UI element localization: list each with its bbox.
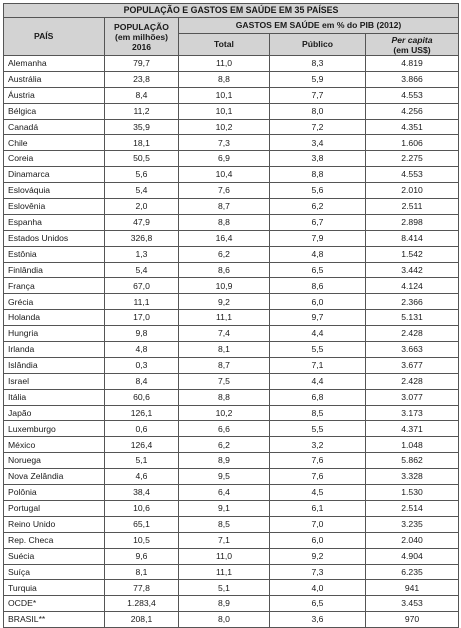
public-cell: 7,0 xyxy=(270,516,366,532)
public-cell: 3,2 xyxy=(270,437,366,453)
per-capita-cell: 2.366 xyxy=(366,294,459,310)
per-capita-cell: 2.428 xyxy=(366,373,459,389)
table-row xyxy=(4,342,459,358)
per-capita-cell: 4.124 xyxy=(366,278,459,294)
per-capita-column-header xyxy=(366,34,459,56)
country-cell: Holanda xyxy=(4,310,105,326)
total-cell: 10,9 xyxy=(179,278,270,294)
public-cell: 4,5 xyxy=(270,485,366,501)
table-row xyxy=(4,183,459,199)
country-cell: México xyxy=(4,437,105,453)
table-row xyxy=(4,151,459,167)
per-capita-cell: 2.511 xyxy=(366,199,459,215)
total-cell: 8,5 xyxy=(179,516,270,532)
table-row xyxy=(4,230,459,246)
total-cell: 6,9 xyxy=(179,151,270,167)
country-cell: Bélgica xyxy=(4,103,105,119)
population-cell: 126,4 xyxy=(105,437,179,453)
total-cell: 8,8 xyxy=(179,214,270,230)
population-header-line1: POPULAÇÃO xyxy=(114,21,169,32)
per-capita-cell: 6.235 xyxy=(366,564,459,580)
per-capita-header-label: Per capita xyxy=(391,34,433,45)
public-cell: 7,7 xyxy=(270,87,366,103)
country-cell: Islândia xyxy=(4,357,105,373)
total-cell: 10,1 xyxy=(179,103,270,119)
population-cell: 35,9 xyxy=(105,119,179,135)
table-row xyxy=(4,56,459,72)
population-column-header xyxy=(105,18,179,56)
public-cell: 9,7 xyxy=(270,310,366,326)
health-spending-table xyxy=(3,3,459,628)
total-cell: 10,4 xyxy=(179,167,270,183)
country-cell: Finlândia xyxy=(4,262,105,278)
total-cell: 7,3 xyxy=(179,135,270,151)
country-cell: Alemanha xyxy=(4,56,105,72)
public-cell: 7,2 xyxy=(270,119,366,135)
total-cell: 7,5 xyxy=(179,373,270,389)
population-cell: 5,1 xyxy=(105,453,179,469)
per-capita-cell: 1.530 xyxy=(366,485,459,501)
population-cell: 1.283,4 xyxy=(105,596,179,612)
table-row xyxy=(4,103,459,119)
population-cell: 10,5 xyxy=(105,532,179,548)
country-cell: Austrália xyxy=(4,71,105,87)
country-cell: Turquia xyxy=(4,580,105,596)
total-cell: 10,2 xyxy=(179,405,270,421)
country-cell: Eslovênia xyxy=(4,199,105,215)
table-row xyxy=(4,262,459,278)
table-row xyxy=(4,326,459,342)
public-cell: 3,4 xyxy=(270,135,366,151)
per-capita-cell: 2.428 xyxy=(366,326,459,342)
country-cell: Japão xyxy=(4,405,105,421)
country-cell: Portugal xyxy=(4,500,105,516)
population-cell: 8,4 xyxy=(105,373,179,389)
public-cell: 7,1 xyxy=(270,357,366,373)
total-cell: 6,6 xyxy=(179,421,270,437)
table-row xyxy=(4,71,459,87)
table-row xyxy=(4,87,459,103)
public-cell: 5,6 xyxy=(270,183,366,199)
country-cell: Itália xyxy=(4,389,105,405)
public-cell: 6,7 xyxy=(270,214,366,230)
country-cell: Hungria xyxy=(4,326,105,342)
population-cell: 8,4 xyxy=(105,87,179,103)
population-cell: 9,8 xyxy=(105,326,179,342)
population-cell: 23,8 xyxy=(105,71,179,87)
table-row xyxy=(4,516,459,532)
per-capita-cell: 4.351 xyxy=(366,119,459,135)
per-capita-cell: 4.553 xyxy=(366,167,459,183)
total-cell: 11,1 xyxy=(179,310,270,326)
public-cell: 7,9 xyxy=(270,230,366,246)
table-row xyxy=(4,119,459,135)
population-cell: 77,8 xyxy=(105,580,179,596)
per-capita-cell: 1.048 xyxy=(366,437,459,453)
population-cell: 326,8 xyxy=(105,230,179,246)
public-cell: 6,5 xyxy=(270,596,366,612)
country-cell: Espanha xyxy=(4,214,105,230)
public-cell: 3,6 xyxy=(270,612,366,628)
per-capita-cell: 4.371 xyxy=(366,421,459,437)
population-cell: 126,1 xyxy=(105,405,179,421)
public-cell: 4,8 xyxy=(270,246,366,262)
country-cell: Suécia xyxy=(4,548,105,564)
population-cell: 5,6 xyxy=(105,167,179,183)
population-cell: 65,1 xyxy=(105,516,179,532)
public-cell: 8,5 xyxy=(270,405,366,421)
population-cell: 10,6 xyxy=(105,500,179,516)
table-row xyxy=(4,278,459,294)
public-cell: 5,5 xyxy=(270,421,366,437)
per-capita-cell: 2.010 xyxy=(366,183,459,199)
table-row xyxy=(4,500,459,516)
public-cell: 6,5 xyxy=(270,262,366,278)
public-cell: 9,2 xyxy=(270,548,366,564)
population-cell: 38,4 xyxy=(105,485,179,501)
country-cell: Chile xyxy=(4,135,105,151)
per-capita-cell: 2.275 xyxy=(366,151,459,167)
total-cell: 11,0 xyxy=(179,548,270,564)
table-row xyxy=(4,214,459,230)
per-capita-cell: 2.040 xyxy=(366,532,459,548)
total-cell: 5,1 xyxy=(179,580,270,596)
public-cell: 7,3 xyxy=(270,564,366,580)
per-capita-cell: 4.553 xyxy=(366,87,459,103)
public-cell: 6,0 xyxy=(270,294,366,310)
public-cell: 4,0 xyxy=(270,580,366,596)
country-cell: Estados Unidos xyxy=(4,230,105,246)
per-capita-cell: 3.173 xyxy=(366,405,459,421)
country-cell: Suíça xyxy=(4,564,105,580)
total-cell: 6,2 xyxy=(179,437,270,453)
population-cell: 5,4 xyxy=(105,262,179,278)
public-cell: 8,3 xyxy=(270,56,366,72)
table-row xyxy=(4,294,459,310)
public-cell: 6,2 xyxy=(270,199,366,215)
public-cell: 3,8 xyxy=(270,151,366,167)
total-cell: 8,7 xyxy=(179,357,270,373)
public-cell: 5,9 xyxy=(270,71,366,87)
population-header-line3: 2016 xyxy=(131,41,152,52)
population-cell: 5,4 xyxy=(105,183,179,199)
country-cell: Nova Zelândia xyxy=(4,469,105,485)
population-cell: 11,1 xyxy=(105,294,179,310)
table-title: POPULAÇÃO E GASTOS EM SAÚDE EM 35 PAÍSES xyxy=(4,4,459,18)
total-cell: 8,8 xyxy=(179,389,270,405)
population-header-line2: (em milhões) xyxy=(114,31,168,42)
total-cell: 11,1 xyxy=(179,564,270,580)
per-capita-cell: 3.677 xyxy=(366,357,459,373)
population-cell: 1,3 xyxy=(105,246,179,262)
per-capita-cell: 2.898 xyxy=(366,214,459,230)
country-cell: Áustria xyxy=(4,87,105,103)
country-cell: Noruega xyxy=(4,453,105,469)
country-cell: Israel xyxy=(4,373,105,389)
per-capita-cell: 970 xyxy=(366,612,459,628)
per-capita-cell: 2.514 xyxy=(366,500,459,516)
country-cell: Luxemburgo xyxy=(4,421,105,437)
per-capita-cell: 1.606 xyxy=(366,135,459,151)
per-capita-cell: 1.542 xyxy=(366,246,459,262)
population-cell: 9,6 xyxy=(105,548,179,564)
per-capita-cell: 3.077 xyxy=(366,389,459,405)
per-capita-cell: 5.862 xyxy=(366,453,459,469)
population-cell: 47,9 xyxy=(105,214,179,230)
total-cell: 6,4 xyxy=(179,485,270,501)
total-cell: 10,2 xyxy=(179,119,270,135)
total-cell: 8,7 xyxy=(179,199,270,215)
population-cell: 0,6 xyxy=(105,421,179,437)
total-cell: 6,2 xyxy=(179,246,270,262)
country-cell: Polônia xyxy=(4,485,105,501)
per-capita-cell: 5.131 xyxy=(366,310,459,326)
table-row xyxy=(4,135,459,151)
population-cell: 8,1 xyxy=(105,564,179,580)
table-row xyxy=(4,485,459,501)
population-cell: 2,0 xyxy=(105,199,179,215)
table-row xyxy=(4,167,459,183)
total-cell: 8,0 xyxy=(179,612,270,628)
population-cell: 50,5 xyxy=(105,151,179,167)
total-cell: 9,1 xyxy=(179,500,270,516)
country-cell: Irlanda xyxy=(4,342,105,358)
country-cell: Canadá xyxy=(4,119,105,135)
country-cell: BRASIL** xyxy=(4,612,105,628)
total-cell: 8,9 xyxy=(179,453,270,469)
public-cell: 6,0 xyxy=(270,532,366,548)
table-row xyxy=(4,405,459,421)
country-cell: Reino Unido xyxy=(4,516,105,532)
total-cell: 10,1 xyxy=(179,87,270,103)
per-capita-cell: 3.235 xyxy=(366,516,459,532)
country-cell: Estônia xyxy=(4,246,105,262)
table-row xyxy=(4,612,459,628)
population-cell: 18,1 xyxy=(105,135,179,151)
public-cell: 4,4 xyxy=(270,326,366,342)
per-capita-cell: 3.866 xyxy=(366,71,459,87)
population-cell: 17,0 xyxy=(105,310,179,326)
table-row xyxy=(4,596,459,612)
country-cell: França xyxy=(4,278,105,294)
per-capita-cell: 3.328 xyxy=(366,469,459,485)
total-column-header: Total xyxy=(179,34,270,56)
public-cell: 8,8 xyxy=(270,167,366,183)
table-row xyxy=(4,199,459,215)
table-row xyxy=(4,310,459,326)
country-column-header: PAÍS xyxy=(4,18,105,56)
per-capita-cell: 3.453 xyxy=(366,596,459,612)
table-row xyxy=(4,453,459,469)
per-capita-cell: 3.442 xyxy=(366,262,459,278)
per-capita-cell: 941 xyxy=(366,580,459,596)
total-cell: 16,4 xyxy=(179,230,270,246)
total-cell: 9,5 xyxy=(179,469,270,485)
public-cell: 8,6 xyxy=(270,278,366,294)
public-cell: 8,0 xyxy=(270,103,366,119)
table-row xyxy=(4,532,459,548)
country-cell: OCDE* xyxy=(4,596,105,612)
total-cell: 7,4 xyxy=(179,326,270,342)
table-row xyxy=(4,469,459,485)
population-cell: 0,3 xyxy=(105,357,179,373)
population-cell: 4,8 xyxy=(105,342,179,358)
per-capita-cell: 4.256 xyxy=(366,103,459,119)
population-cell: 208,1 xyxy=(105,612,179,628)
total-cell: 8,6 xyxy=(179,262,270,278)
population-cell: 60,6 xyxy=(105,389,179,405)
country-cell: Eslováquia xyxy=(4,183,105,199)
public-cell: 7,6 xyxy=(270,469,366,485)
per-capita-cell: 4.904 xyxy=(366,548,459,564)
population-cell: 4,6 xyxy=(105,469,179,485)
health-spending-table-container xyxy=(3,3,458,628)
table-row xyxy=(4,246,459,262)
public-cell: 4,4 xyxy=(270,373,366,389)
table-row xyxy=(4,564,459,580)
per-capita-cell: 3.663 xyxy=(366,342,459,358)
public-cell: 7,6 xyxy=(270,453,366,469)
population-cell: 11,2 xyxy=(105,103,179,119)
country-cell: Grécia xyxy=(4,294,105,310)
total-cell: 8,1 xyxy=(179,342,270,358)
per-capita-cell: 4.819 xyxy=(366,56,459,72)
table-row xyxy=(4,373,459,389)
total-cell: 8,8 xyxy=(179,71,270,87)
public-cell: 6,8 xyxy=(270,389,366,405)
table-row xyxy=(4,389,459,405)
table-row xyxy=(4,437,459,453)
population-cell: 79,7 xyxy=(105,56,179,72)
table-row xyxy=(4,357,459,373)
public-column-header: Público xyxy=(270,34,366,56)
country-cell: Rep. Checa xyxy=(4,532,105,548)
table-body xyxy=(4,56,459,628)
total-cell: 7,6 xyxy=(179,183,270,199)
population-cell: 67,0 xyxy=(105,278,179,294)
country-cell: Coreia xyxy=(4,151,105,167)
table-row xyxy=(4,580,459,596)
total-cell: 8,9 xyxy=(179,596,270,612)
table-row xyxy=(4,421,459,437)
total-cell: 9,2 xyxy=(179,294,270,310)
country-cell: Dinamarca xyxy=(4,167,105,183)
public-cell: 5,5 xyxy=(270,342,366,358)
per-capita-header-unit: (em US$) xyxy=(393,44,431,55)
public-cell: 6,1 xyxy=(270,500,366,516)
per-capita-cell: 8.414 xyxy=(366,230,459,246)
total-cell: 11,0 xyxy=(179,56,270,72)
table-row xyxy=(4,548,459,564)
spending-group-header: GASTOS EM SAÚDE em % do PIB (2012) xyxy=(179,18,459,34)
total-cell: 7,1 xyxy=(179,532,270,548)
